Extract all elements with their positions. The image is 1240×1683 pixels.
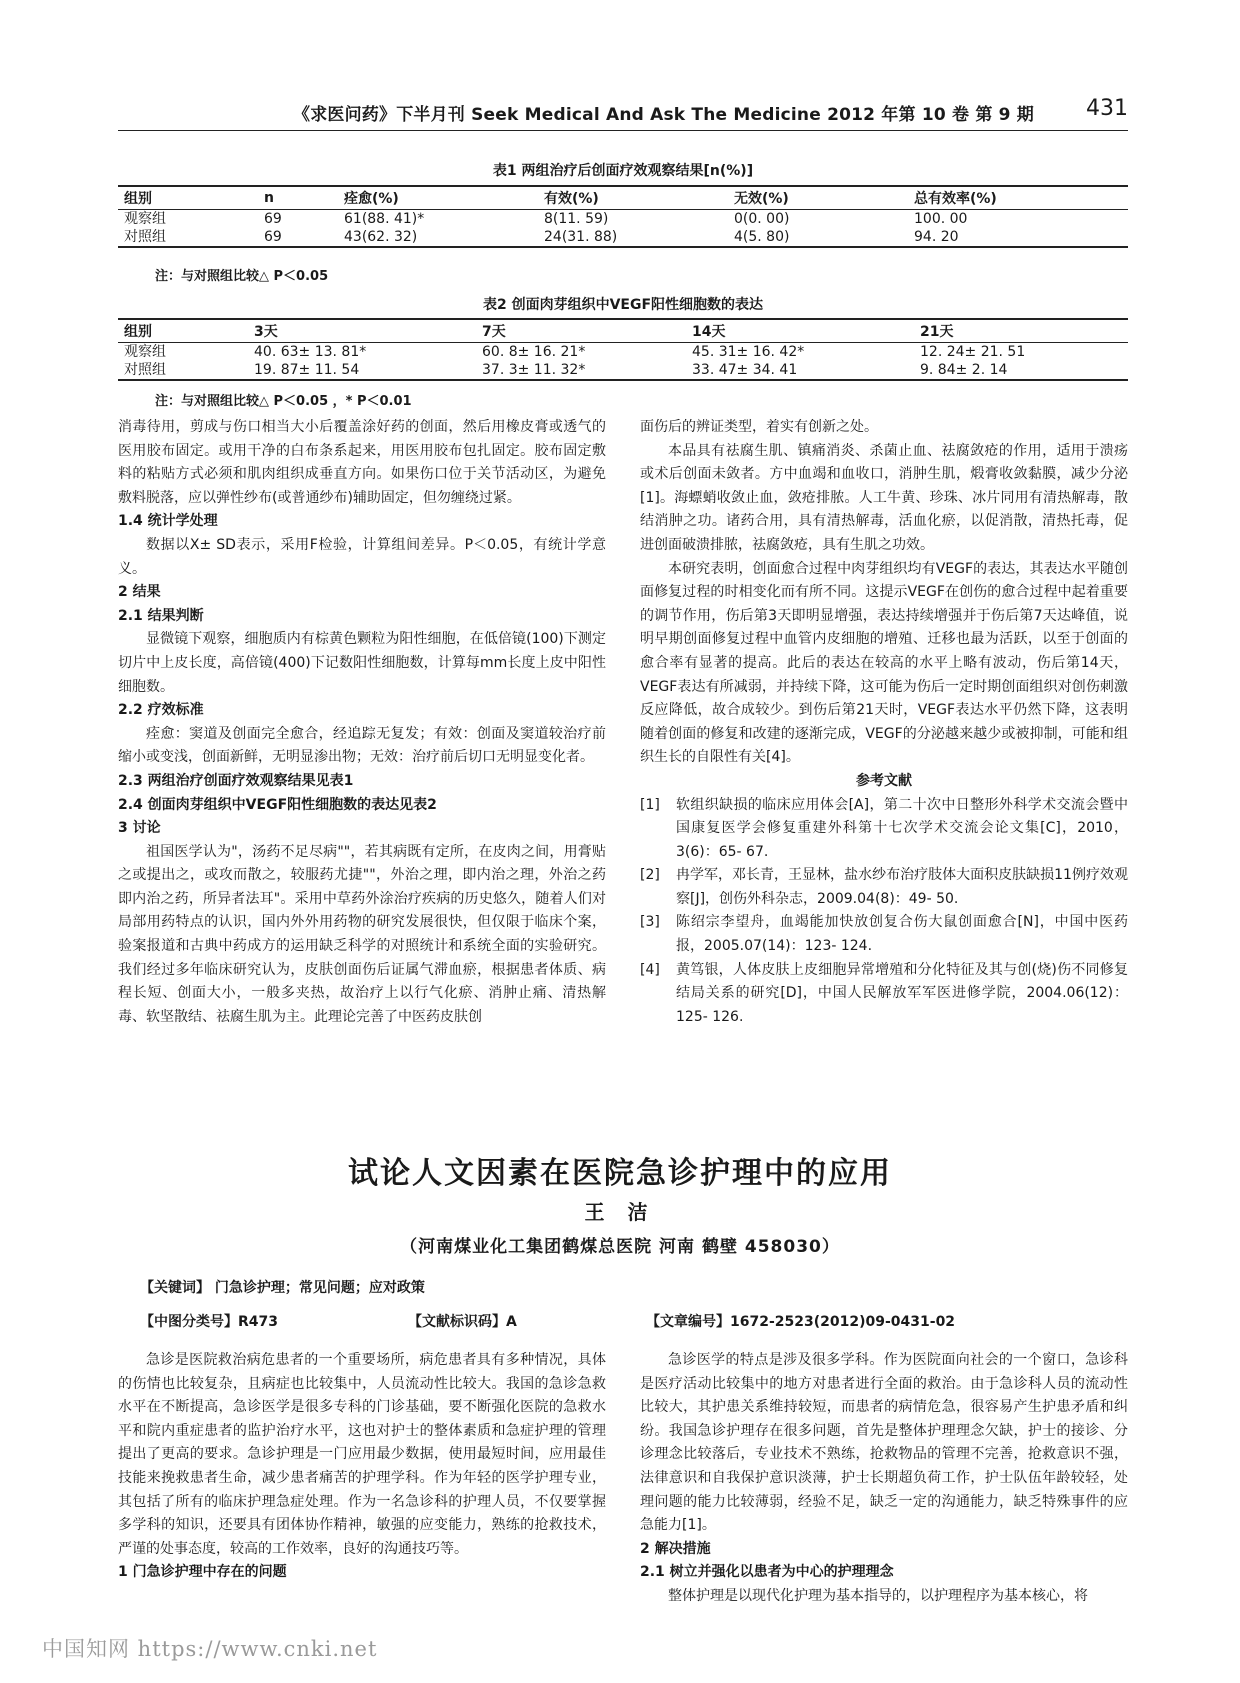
right-column: [640, 416, 1128, 1029]
paragraph: 急诊是医院救治病危患者的一个重要场所，病危患者具有多种情况，具体的伤情也比较复杂，且病症也比较集中，人员流动性比较大。我国的急诊急救水平在不断提高，急诊医学是很多专科的门诊基础，要不断强化医院的急救水平和院内重症患者的监护治疗水平，这也对护士的整体素质和急症护理的管理提出了更高的要求。急诊护理是一门应用最少数据，使用最短时间，应用最佳技能来挽救患者生命，减少患者痛苦的护理学科。作为年轻的医学护理专业，其包括了所有的临床护理急症处理。作为一名急诊科的护理人员，不仅要掌握多学科的知识，还要具有团体协作精神，敏强的应变能力，熟练的抢救技术，严谨的处事态度，较高的工作效率，良好的沟通技巧等。: [118, 1352, 606, 1557]
table1-header-cell: 痊愈(%): [338, 186, 538, 210]
running-header: [118, 96, 1128, 131]
table2-cell: 40. 63± 13. 81*: [254, 344, 367, 360]
paragraph: 面伤后的辨证类型，着实有创新之处。: [640, 419, 878, 435]
table1-cell: 4(5. 80): [734, 229, 790, 245]
paragraph: 本品具有祛腐生肌、镇痛消炎、杀菌止血、祛腐敛疮的作用，适用于溃疡或术后创面未敛者。方中血竭和血收口，消肿生肌，煅膏收敛黏膜，减少分泌[1]。海螵蛸收敛止血，敛疮排脓。人工牛黄、珍珠、冰片同用有清热解毒，散结消肿之功。诸药合用，具有清热解毒，活血化瘀，以促消散，清热托毒，促进创面破溃排脓，祛腐敛疮，具有生肌之功效。: [640, 442, 1128, 553]
table1-header-cell: 总有效率(%): [908, 186, 1128, 210]
paragraph: 消毒待用，剪成与伤口相当大小后覆盖涂好药的创面，然后用橡皮膏或透气的医用胶布固定。或用干净的白布条系起来，用医用胶布包扎固定。胶布固定敷料的粘贴方式必须和肌肉组织成垂直方向。如果伤口位于关节活动区，为避免敷料脱落，应以弹性纱布(或普通纱布)辅助固定，但勿缠绕过紧。: [118, 419, 606, 506]
table2-caption: 表2 创面肉芽组织中VEGF阳性细胞数的表达: [482, 297, 764, 313]
table2-cell: 37. 3± 11. 32*: [482, 362, 586, 378]
article2-author: 王 洁: [584, 1200, 656, 1224]
reference-number: [1]: [640, 796, 660, 813]
table2-row: [118, 343, 1128, 362]
section-heading: 1 门急诊护理中存在的问题: [118, 1564, 287, 1581]
table1-caption: 表1 两组治疗后创面疗效观察结果[n(%)]: [492, 163, 754, 179]
article2-left-column: [118, 1349, 606, 1585]
table1-header-cell: 有效(%): [538, 186, 728, 210]
table2-header-cell: 7天: [476, 319, 686, 343]
table1-note: 注：与对照组比较△ P＜0.05: [155, 269, 329, 284]
paragraph: 整体护理是以现代化护理为基本指导的，以护理程序为基本核心，将: [668, 1587, 1088, 1604]
reference-item: [640, 794, 1128, 865]
section-heading: 2 解决措施: [640, 1540, 711, 1557]
table2-cell: 33. 47± 34. 41: [692, 362, 798, 378]
article2-keywords: 【关键词】 门急诊护理；常见问题；应对政策: [140, 1280, 425, 1296]
reference-text: 软组织缺损的临床应用体会[A]，第二十次中日整形外科学术交流会暨中国康复医学会修复重建外科第十七次学术交流会论文集[C]，2010，3(6)：65- 67.: [676, 796, 1128, 860]
section-heading: 3 讨论: [118, 820, 161, 837]
reference-item: [640, 864, 1128, 911]
section-heading: 2.4 创面肉芽组织中VEGF阳性细胞数的表达见表2: [118, 796, 437, 813]
reference-text: 冉学军，邓长青，王显林，盐水纱布治疗肢体大面积皮肤缺损11例疗效观察[J]，创伤外科杂志，2009.04(8)：49- 50.: [676, 867, 1128, 907]
reference-number: [3]: [640, 914, 660, 931]
table1-cell: 61(88. 41)*: [344, 211, 425, 227]
table2-cell: 9. 84± 2. 14: [920, 362, 1008, 378]
cnki-watermark: 中国知网 https://www.cnki.net: [42, 1637, 378, 1661]
table1-row: [118, 228, 1128, 247]
table2-cell: 12. 24± 21. 51: [920, 344, 1026, 360]
table2-header-cell: 组别: [118, 319, 248, 343]
table2-note: 注：与对照组比较△ P＜0.05 ，* P＜0.01: [155, 394, 412, 409]
paragraph: 本研究表明，创面愈合过程中肉芽组织均有VEGF的表达，其表达水平随创面修复过程的时相变化而有所不同。这提示VEGF在创伤的愈合过程中起着重要的调节作用，伤后第3天即明显增强，表达持续增强并于伤后第7天达峰值，说明早期创面修复过程中血管内皮细胞的增殖、迁移也最为活跃，以至于创面的愈合率有显著的提高。此后的表达在较高的水平上略有波动，伤后第14天，VEGF表达有所减弱，并持续下降，这可能为伤后一定时期创面组织对创伤刺激反应降低，故合成较少。到伤后第21天时，VEGF表达水平仍然下降，这表明随着创面的修复和改建的逐渐完成，VEGF的分泌越来越少或被抑制，可能和组织生长的自限性有关[4]。: [640, 560, 1128, 766]
journal-header: 《求医问药》下半月刊 Seek Medical And Ask The Medicine 2012 年第 10 卷 第 9 期: [293, 105, 1034, 125]
paragraph: 显微镜下观察，细胞质内有棕黄色颗粒为阳性细胞，在低倍镜(100)下测定切片中上皮长度，高倍镜(400)下记数阳性细胞数，计算每mm长度上皮中阳性细胞数。: [118, 631, 606, 695]
reference-item: [640, 911, 1128, 958]
article2-clc: 【中图分类号】R473: [140, 1314, 279, 1330]
table2-header-cell: 21天: [914, 319, 1128, 343]
table1-cell: 8(11. 59): [544, 211, 609, 227]
table1-cell: 69: [264, 229, 282, 245]
reference-text: 黄笃银，人体皮肤上皮细胞异常增殖和分化特征及其与创(烧)伤不同修复结局关系的研究[D]，中国人民解放军军医进修学院，2004.06(12)：125- 126.: [676, 961, 1128, 1025]
section-heading: 2.3 两组治疗创面疗效观察结果见表1: [118, 772, 354, 789]
article2-title: 试论人文因素在医院急诊护理中的应用: [348, 1156, 892, 1191]
reference-text: 陈绍宗李望舟，血竭能加快放创复合伤大鼠创面愈合[N]，中国中医药报，2005.07(14)：123- 124.: [676, 914, 1128, 955]
paragraph: 痊愈：窦道及创面完全愈合，经追踪无复发；有效：创面及窦道较治疗前缩小或变浅，创面新鲜，无明显渗出物；无效：治疗前后切口无明显变化者。: [118, 725, 606, 766]
left-column: [118, 416, 606, 1029]
table1-header-cell: 无效(%): [728, 186, 908, 210]
table2-cell: 60. 8± 16. 21*: [482, 344, 586, 360]
table1-cell: 观察组: [124, 211, 166, 227]
table2-row: [118, 361, 1128, 380]
table1-cell: 94. 20: [914, 229, 959, 245]
table2-header-cell: 14天: [686, 319, 914, 343]
paragraph: 祖国医学认为"，汤药不足尽病""，若其病既有定所，在皮肉之间，用膏贴之或提出之，或攻而散之，较服药尤捷""，外治之理，即内治之理，外治之药即内治之药，所异者法耳"。采用中草药外涂治疗疾病的历史悠久，随着人们对局部用药特点的认识，国内外外用药物的研究发展很快，但仅限于临床个案，验案报道和古典中药成方的运用缺乏科学的对照统计和系统全面的实验研究。我们经过多年临床研究认为，皮肤创面伤后证属气滞血瘀，根据患者体质、病程长短、创面大小，一般多夹热，故治疗上以行气化瘀、消肿止痛、清热解毒、软坚散结、祛腐生肌为主。此理论完善了中医药皮肤创: [118, 843, 606, 1025]
table1-cell: 24(31. 88): [544, 229, 618, 245]
table1-cell: 69: [264, 211, 282, 227]
table1-cell: 0(0. 00): [734, 211, 790, 227]
article2-article-no: 【文章编号】1672-2523(2012)09-0431-02: [646, 1314, 956, 1330]
paragraph: 急诊医学的特点是涉及很多学科。作为医院面向社会的一个窗口，急诊科是医疗活动比较集中的地方对患者进行全面的救治。由于急诊科人员的流动性比较大，其护患关系维持较短，而患者的病情危急，很容易产生护患矛盾和纠纷。我国急诊护理存在很多问题，首先是整体护理理念欠缺，护士的接诊、分诊理念比较落后，专业技术不熟练，抢救物品的管理不完善，抢救意识不强，法律意识和自我保护意识淡薄，护士长期超负荷工作，护士队伍年龄较轻，处理问题的能力比较薄弱，经验不足，缺乏一定的沟通能力，缺乏特殊事件的应急能力[1]。: [640, 1352, 1128, 1534]
reference-item: [640, 959, 1128, 1030]
article2-doc-code: 【文献标识码】A: [408, 1314, 517, 1330]
table1-cell: 100. 00: [914, 211, 968, 227]
section-heading: 2.1 树立并强化以患者为中心的护理理念: [640, 1564, 894, 1581]
table1-cell: 43(62. 32): [344, 229, 418, 245]
table1-header-cell: 组别: [118, 186, 258, 210]
section-heading: 2 结果: [118, 584, 161, 601]
section-heading: 2.2 疗效标准: [118, 702, 204, 719]
section-heading: 1.4 统计学处理: [118, 513, 218, 530]
table2-cell: 19. 87± 11. 54: [254, 362, 360, 378]
paragraph: 数据以X± SD表示，采用F检验，计算组间差异。P＜0.05，有统计学意义。: [118, 536, 606, 577]
references-heading: 参考文献: [856, 772, 912, 789]
section-heading: 2.1 结果判断: [118, 607, 204, 624]
reference-number: [2]: [640, 867, 660, 884]
table2-header-cell: 3天: [248, 319, 476, 343]
table2: [118, 318, 1128, 381]
reference-number: [4]: [640, 961, 660, 978]
table2-cell: 45. 31± 16. 42*: [692, 344, 805, 360]
table1-cell: 对照组: [124, 229, 166, 245]
table1: [118, 185, 1128, 248]
article2-right-column: [640, 1349, 1128, 1609]
article2-affiliation: （河南煤业化工集团鹤煤总医院 河南 鹤壁 458030）: [400, 1237, 840, 1257]
table2-cell: 观察组: [124, 344, 166, 360]
table1-row: [118, 210, 1128, 229]
table1-header-cell: n: [258, 186, 338, 210]
table2-cell: 对照组: [124, 362, 166, 378]
page-number: 431: [1086, 96, 1128, 121]
